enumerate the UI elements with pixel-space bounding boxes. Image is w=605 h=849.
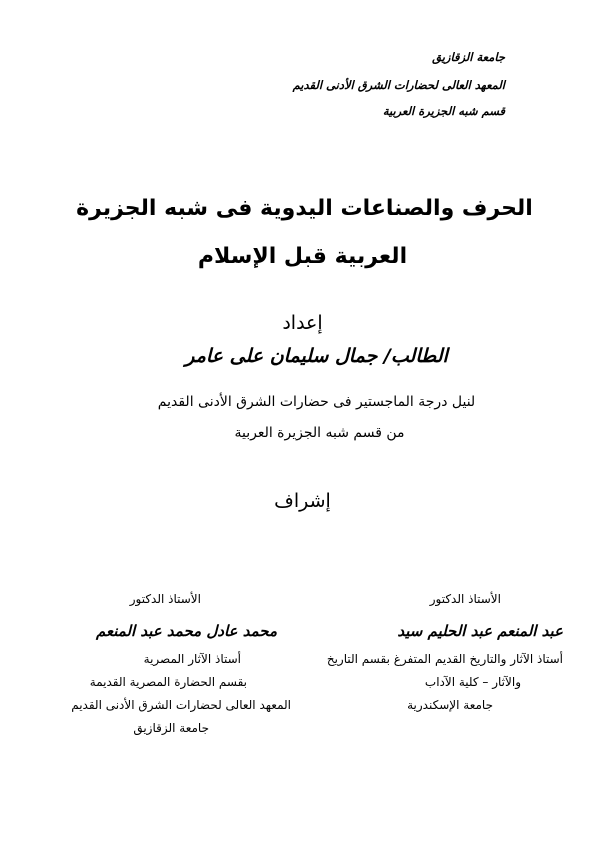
supervisor-1: [323, 592, 563, 712]
degree-line-2: من قسم شبه الجزيرة العربية: [234, 425, 405, 441]
supervisor-1-line-3: جامعة الإسكندرية: [407, 698, 493, 712]
supervision-label: إشراف: [274, 490, 331, 512]
thesis-title-line-1: الحرف والصناعات اليدوية فى شبه الجزيرة: [76, 196, 533, 221]
department-name: قسم شبه الجزيرة العربية: [382, 104, 505, 118]
supervisor-2-name: محمد عادل محمد عبد المنعم: [95, 622, 277, 640]
student-name: الطالب/ جمال سليمان على عامر: [185, 345, 448, 367]
supervisor-1-name: عبد المنعم عبد الحليم سيد: [397, 622, 563, 640]
thesis-title-line-2: العربية قبل الإسلام: [197, 244, 408, 269]
supervisor-2-title: الأستاذ الدكتور: [129, 592, 201, 606]
supervisor-2-line-1: أستاذ الآثار المصرية: [143, 652, 241, 666]
institute-name: المعهد العالى لحضارات الشرق الأدنى القديم: [292, 78, 505, 92]
supervisor-2-line-3: المعهد العالى لحضارات الشرق الأدنى القديم: [71, 698, 291, 712]
university-name: جامعة الزقازيق: [432, 50, 505, 64]
supervisor-2: [41, 592, 291, 735]
supervisor-1-title: الأستاذ الدكتور: [429, 592, 501, 606]
supervisor-1-line-2: والآثار – كلية الآداب: [424, 675, 521, 689]
supervisor-1-line-1: أستاذ الآثار والتاريخ القديم المتفرغ بقسم التاريخ: [326, 652, 563, 666]
prepared-by-label: إعداد: [282, 312, 323, 334]
supervisor-2-line-4: جامعة الزقازيق: [133, 721, 209, 735]
supervisor-2-line-2: بقسم الحضارة المصرية القديمة: [89, 675, 247, 689]
degree-line-1: لنيل درجة الماجستير فى حضارات الشرق الأدنى القديم: [157, 394, 476, 410]
